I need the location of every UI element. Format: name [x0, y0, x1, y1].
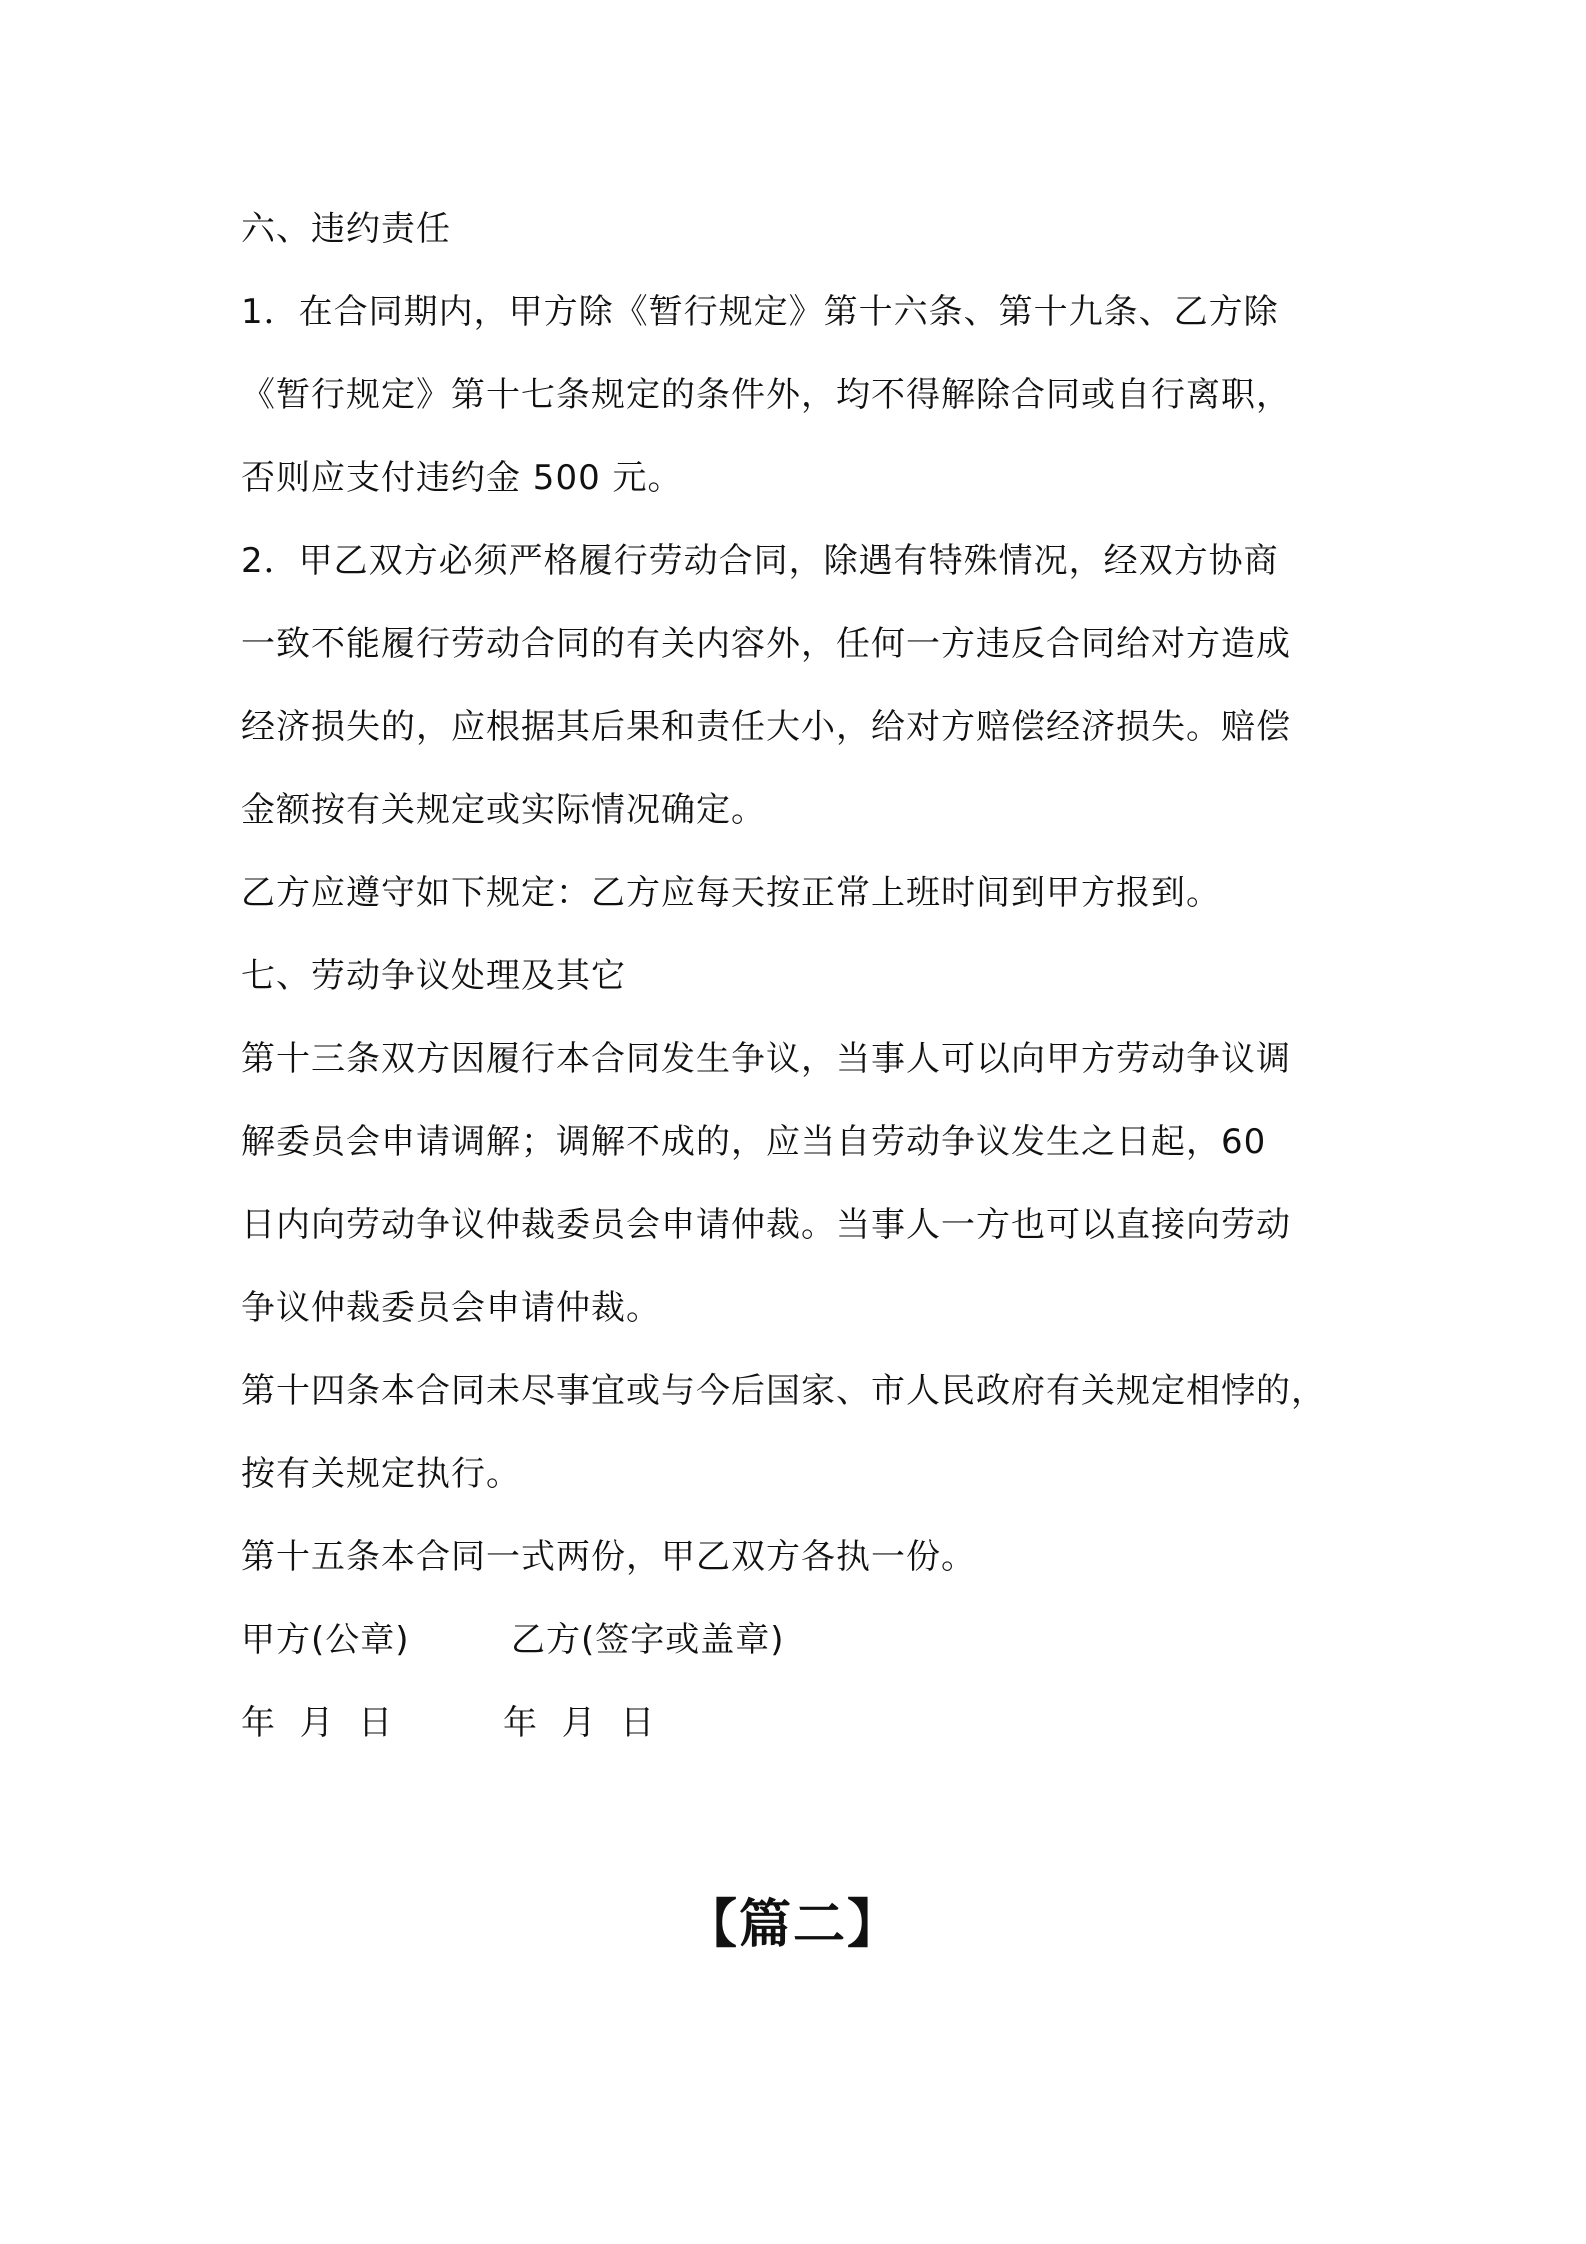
article-13-line-1: 第十三条双方因履行本合同发生争议，当事人可以向甲方劳动争议调 [241, 1039, 1291, 1079]
article-14-line-1: 第十四条本合同未尽事宜或与今后国家、市人民政府有关规定相悖的， [241, 1371, 1326, 1411]
article-15-line-1: 第十五条本合同一式两份，甲乙双方各执一份。 [241, 1537, 976, 1577]
part-two-heading: 【篇二】 [684, 1895, 901, 1955]
section-6-item-1-line-1: 1．在合同期内，甲方除《暂行规定》第十六条、第十九条、乙方除 [241, 292, 1279, 332]
article-13-line-2: 解委员会申请调解；调解不成的，应当自劳动争议发生之日起，60 [241, 1122, 1267, 1162]
section-6-title: 六、违约责任 [241, 209, 451, 249]
party-b-sign-label: 乙方(签字或盖章) [511, 1620, 785, 1660]
article-13-line-4: 争议仲裁委员会申请仲裁。 [241, 1288, 661, 1328]
section-6-item-2-line-4: 金额按有关规定或实际情况确定。 [241, 790, 766, 830]
section-6-item-2-line-2: 一致不能履行劳动合同的有关内容外，任何一方违反合同给对方造成 [241, 624, 1291, 664]
party-a-seal-label: 甲方(公章) [241, 1620, 410, 1660]
article-13-line-3: 日内向劳动争议仲裁委员会申请仲裁。当事人一方也可以直接向劳动 [241, 1205, 1291, 1245]
section-7-title: 七、劳动争议处理及其它 [241, 956, 626, 996]
article-14-line-2: 按有关规定执行。 [241, 1454, 521, 1494]
party-b-date: 年 月 日 [503, 1703, 656, 1743]
party-a-date: 年 月 日 [241, 1703, 394, 1743]
section-6-item-2-line-1: 2．甲乙双方必须严格履行劳动合同，除遇有特殊情况，经双方协商 [241, 541, 1279, 581]
section-6-rule: 乙方应遵守如下规定：乙方应每天按正常上班时间到甲方报到。 [241, 873, 1221, 913]
signature-dates-row [241, 1700, 941, 1746]
section-6-item-1-line-3: 否则应支付违约金 500 元。 [241, 458, 683, 498]
section-6-item-1-line-2: 《暂行规定》第十七条规定的条件外，均不得解除合同或自行离职， [241, 375, 1291, 415]
signature-parties-row [241, 1617, 941, 1663]
section-6-item-2-line-3: 经济损失的，应根据其后果和责任大小，给对方赔偿经济损失。赔偿 [241, 707, 1291, 747]
